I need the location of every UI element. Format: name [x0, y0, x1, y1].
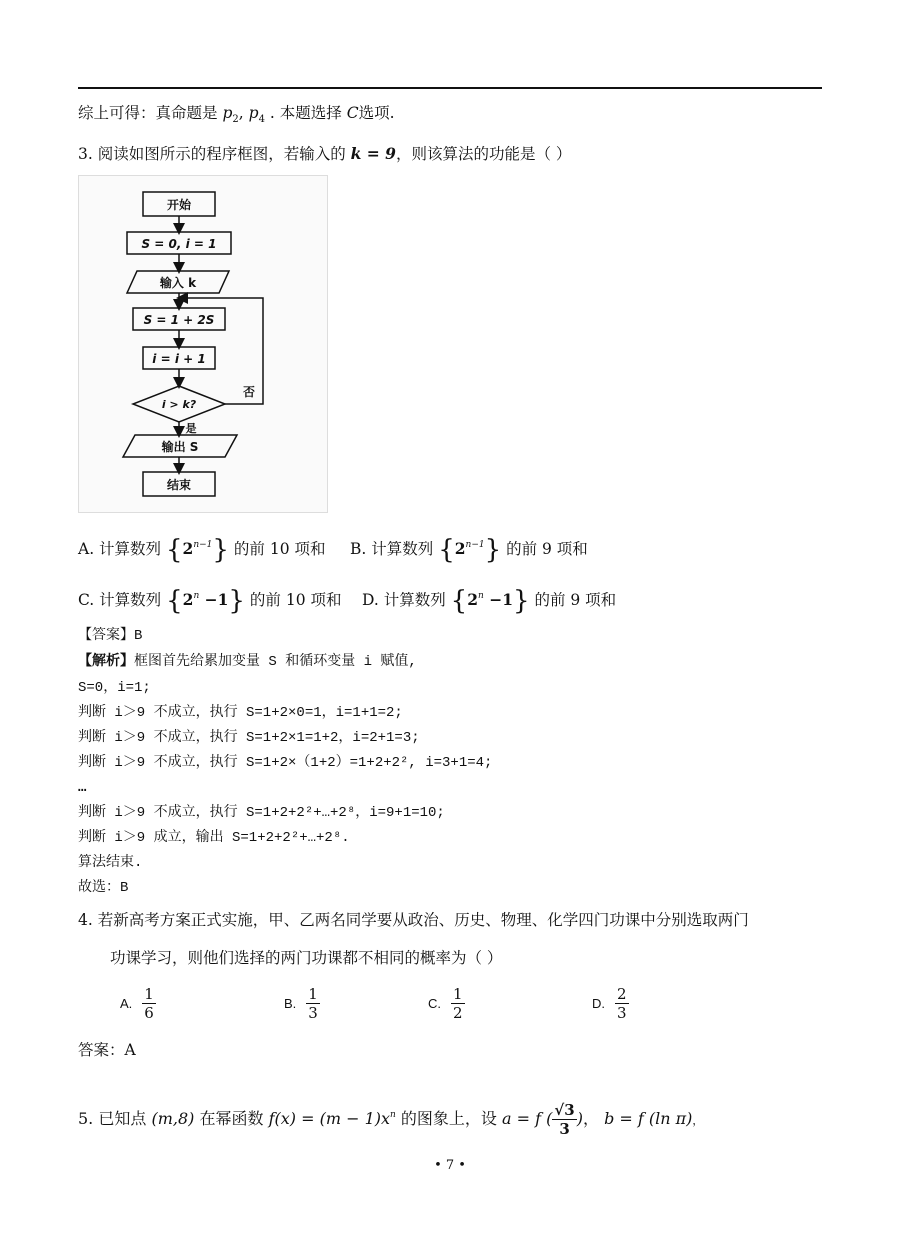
option-d-exponent: n: [478, 591, 484, 601]
q3-stem-b: ，则该算法的功能是（ ）: [395, 145, 572, 163]
q5-a-def-post: ): [576, 1109, 583, 1128]
p4-subscript: 4: [258, 114, 265, 125]
q4-option-b-num: 1: [308, 985, 318, 1003]
q3-option-c: [78, 586, 342, 616]
q5-a-num: √3: [554, 1101, 575, 1119]
fc-assign-i-label: i = i + 1: [152, 352, 206, 366]
q4-option-c: [428, 985, 465, 1022]
option-b-prefix: B. 计算数列: [350, 540, 434, 558]
header-rule: [78, 87, 822, 89]
summary-prefix: 综上可得：真命题是: [78, 104, 218, 122]
option-c-rbrace: }: [228, 586, 245, 616]
analysis-line-7: 判断 i＞9 成立，输出 S=1+2+2²+…+2⁸.: [78, 830, 350, 846]
option-c-tail: −1: [199, 590, 229, 609]
q4-option-a-letter: A.: [120, 996, 133, 1011]
q4-option-d-fraction: [615, 985, 629, 1022]
option-d-lbrace: {: [450, 586, 468, 616]
analysis-line-3: 判断 i＞9 不成立，执行 S=1+2×1=1+2，i=2+1=3;: [78, 730, 420, 746]
q4-option-c-fraction: [451, 985, 465, 1022]
analysis-line-2: 判断 i＞9 不成立，执行 S=1+2×0=1，i=1+1=2;: [78, 705, 403, 721]
option-b-lbrace: {: [438, 535, 455, 565]
option-a-exponent: n−1: [193, 540, 213, 550]
q5-function-exponent: n: [390, 1110, 396, 1120]
q5-stem-a: 5. 已知点: [78, 1109, 147, 1128]
analysis-line-9: 故选：B: [78, 880, 129, 896]
q4-option-a-den: 6: [144, 1004, 154, 1022]
option-a-rbrace: }: [212, 535, 229, 565]
q3-analysis-first: [78, 652, 417, 672]
fc-assign-s-label: S = 1 + 2S: [143, 313, 215, 327]
option-b-exponent: n−1: [465, 540, 485, 550]
q4-option-a-fraction: [142, 985, 156, 1022]
q4-option-a: [120, 985, 156, 1022]
fc-output-label: 输出 S: [161, 440, 199, 454]
fc-input-label: 输入 k: [159, 276, 197, 290]
summary-line: [78, 103, 395, 130]
option-a-suffix: 的前 10 项和: [233, 540, 326, 558]
q5-b-def: b = f (ln π): [604, 1109, 693, 1128]
q5-a-def-pre: a = f (: [502, 1109, 553, 1128]
q5-a-fraction: [552, 1101, 576, 1138]
q5-sep: ，: [582, 1109, 599, 1128]
q4-option-d-letter: D.: [592, 996, 605, 1011]
analysis-line-5: …: [78, 780, 87, 796]
option-c-base: 2: [182, 590, 194, 609]
summary-comma: ,: [238, 104, 244, 122]
q4-stem-line-2: 功课学习，则他们选择的两门功课都不相同的概率为（ ）: [110, 949, 503, 967]
q4-option-b-letter: B.: [284, 996, 297, 1011]
q5-point: (m,8): [151, 1109, 195, 1128]
q3-option-a: [78, 535, 326, 565]
q3-answer: 【答案】B: [78, 628, 143, 644]
option-c-prefix: C. 计算数列: [78, 591, 162, 609]
q4-option-c-den: 2: [453, 1004, 463, 1022]
q3-option-b: [350, 535, 588, 565]
option-c-suffix: 的前 10 项和: [249, 591, 342, 609]
option-c-lbrace: {: [166, 586, 183, 616]
analysis-label: 【解析】: [78, 654, 134, 670]
fc-init-label: S = 0, i = 1: [141, 237, 217, 251]
option-d-suffix: 的前 9 项和: [534, 591, 617, 609]
q3-option-d: [362, 586, 617, 616]
summary-suffix-b: 选项.: [358, 104, 395, 122]
q5-stem: [78, 1100, 703, 1138]
fc-no-label: 否: [242, 385, 256, 399]
q4-answer: 答案：A: [78, 1041, 136, 1059]
summary-suffix-a: . 本题选择: [269, 104, 342, 122]
option-a-prefix: A. 计算数列: [78, 540, 162, 558]
fc-condition-label: i > k?: [161, 398, 197, 411]
q4-option-c-num: 1: [453, 985, 463, 1003]
analysis-line-0: 框图首先给累加变量 S 和循环变量 i 赋值,: [134, 654, 417, 670]
q4-option-b: [284, 985, 320, 1022]
option-b-suffix: 的前 9 项和: [506, 540, 588, 558]
q4-option-c-letter: C.: [428, 996, 441, 1011]
option-d-tail: −1: [483, 590, 513, 609]
p4-symbol: p: [248, 104, 259, 122]
option-d-prefix: D. 计算数列: [362, 591, 446, 609]
option-c-exponent: n: [193, 591, 200, 601]
option-b-base: 2: [454, 539, 466, 558]
analysis-line-1: S=0，i=1;: [78, 680, 151, 696]
q4-option-d: [592, 985, 629, 1022]
option-a-lbrace: {: [166, 535, 183, 565]
q4-option-b-fraction: [306, 985, 320, 1022]
q4-option-d-den: 3: [617, 1004, 627, 1022]
q4-option-d-num: 2: [617, 985, 627, 1003]
q4-option-a-num: 1: [144, 985, 154, 1003]
analysis-line-6: 判断 i＞9 不成立，执行 S=1+2+2²+…+2⁸，i=9+1=10;: [78, 805, 445, 821]
option-b-rbrace: }: [484, 535, 502, 565]
fc-end-label: 结束: [166, 478, 192, 492]
q3-stem: [78, 144, 571, 164]
q5-a-den: 3: [559, 1120, 570, 1138]
q4-stem-line-1: 4. 若新高考方案正式实施，甲、乙两名同学要从政治、历史、物理、化学四门功课中分别选取两门: [78, 911, 749, 929]
analysis-line-8: 算法结束.: [78, 855, 143, 871]
summary-choice: C: [346, 104, 359, 122]
q3-stem-a: 3. 阅读如图所示的程序框图，若输入的: [78, 145, 346, 163]
q3-k-value: k = 9: [350, 144, 396, 163]
fc-yes-label: 是: [185, 422, 197, 435]
option-d-base: 2: [467, 590, 479, 609]
q5-stem-c: 的图象上，设: [400, 1109, 497, 1128]
option-d-rbrace: }: [512, 586, 530, 616]
q5-tail: ，: [692, 1114, 704, 1127]
q5-function: f(x) = (m − 1)x: [268, 1109, 391, 1128]
q5-stem-b: 在幂函数: [199, 1109, 264, 1128]
q4-option-b-den: 3: [308, 1004, 318, 1022]
option-a-base: 2: [182, 539, 194, 558]
analysis-line-4: 判断 i＞9 不成立，执行 S=1+2×（1+2）=1+2+2², i=3+1=4;: [78, 755, 493, 771]
fc-start-label: 开始: [166, 198, 192, 212]
flowchart: [78, 175, 328, 513]
p2-symbol: p: [222, 104, 233, 122]
page-number: • 7 •: [434, 1158, 466, 1173]
p2-subscript: 2: [232, 114, 239, 125]
